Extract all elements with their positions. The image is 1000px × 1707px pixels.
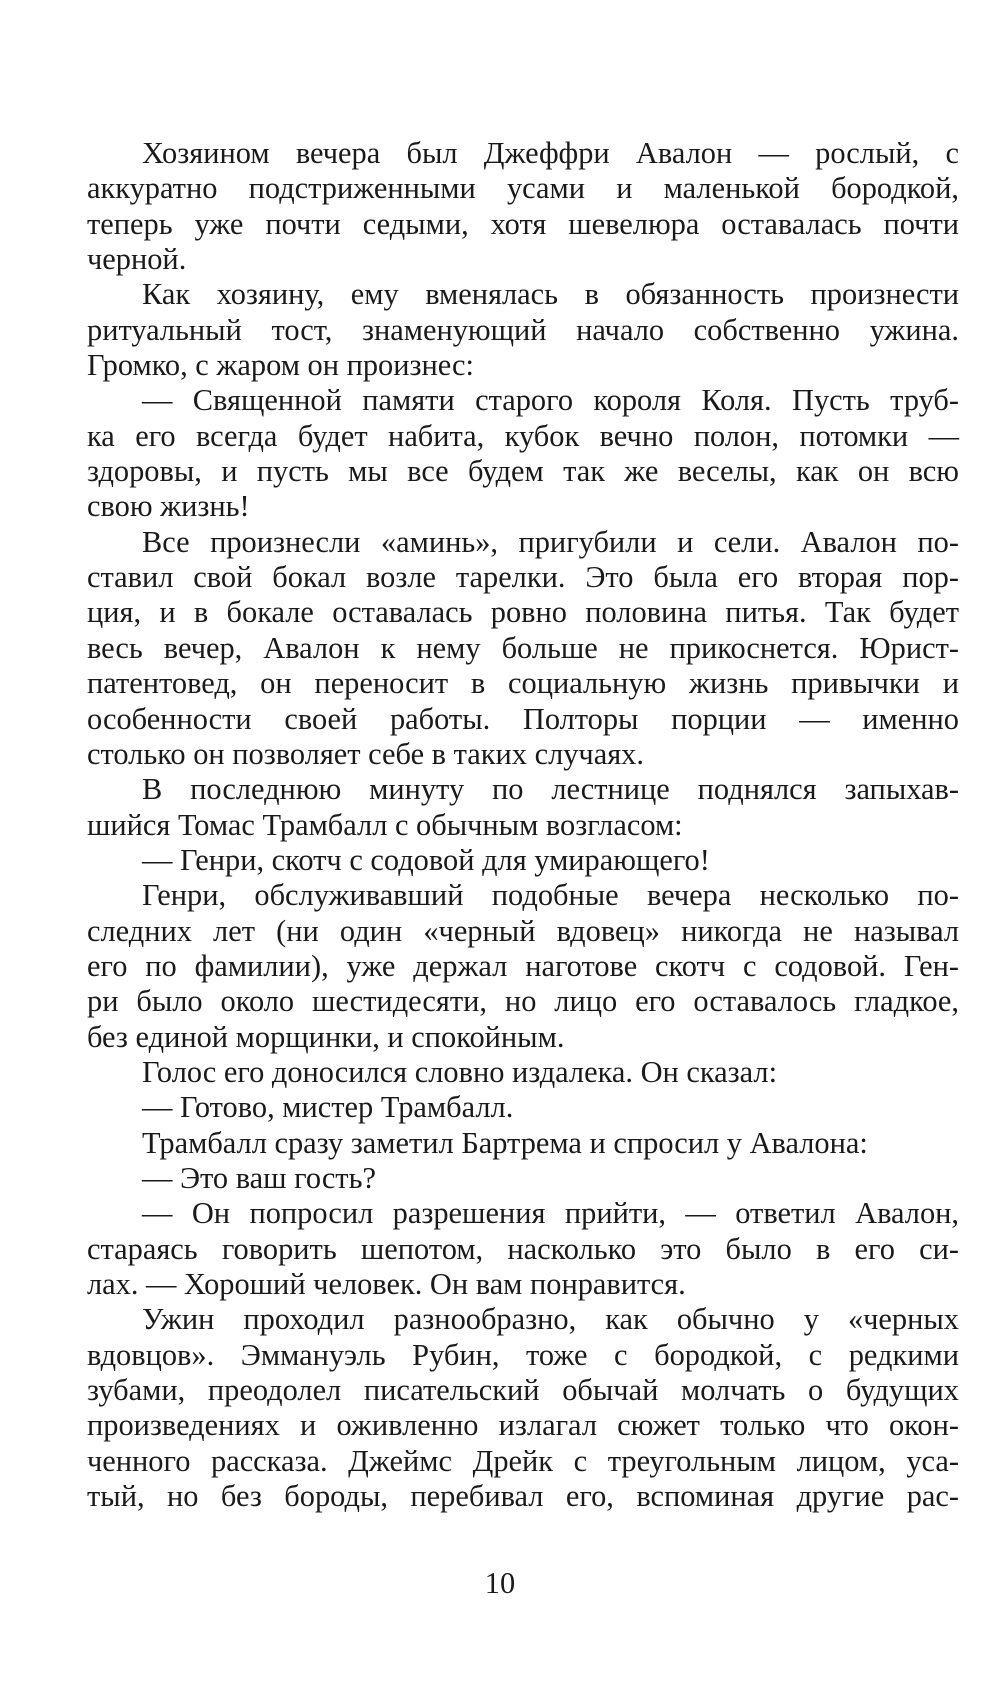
text-line: стараясь говорить шепотом, насколько это было в его си- (87, 1231, 959, 1266)
text-line: аккуратно подстриженными усами и маленькой бородкой, (87, 171, 959, 206)
text-line: без единой морщинки, и спокойным. (87, 1019, 565, 1054)
body-text (87, 136, 959, 1514)
text-line: — Это ваш гость? (142, 1160, 376, 1195)
text-line: шийся Томас Трамбалл с обычным возгласом: (87, 807, 683, 842)
text-line: Генри, обслуживавший подобные вечера несколько по- (142, 878, 959, 913)
text-line: ри было около шестидесяти, но лицо его оставалось гладкое, (87, 984, 959, 1019)
text-line: ченного рассказа. Джеймс Дрейк с треугольным лицом, уса- (87, 1443, 959, 1478)
text-line: свою жизнь! (87, 489, 250, 524)
text-line: Трамбалл сразу заметил Бартрема и спросил у Авалона: (142, 1125, 868, 1160)
text-line: здоровы, и пусть мы все будем так же веселы, как он всю (87, 454, 959, 489)
text-line: вдовцов». Эммануэль Рубин, тоже с бородкой, с редкими (87, 1337, 959, 1372)
text-line: Голос его доносился словно издалека. Он сказал: (142, 1054, 778, 1089)
text-line: ция, и в бокале оставалась ровно половина питья. Так будет (87, 595, 959, 630)
text-line: теперь уже почти седыми, хотя шевелюра оставалась почти (87, 206, 959, 241)
text-line: весь вечер, Авалон к нему больше не прикоснется. Юрист- (87, 630, 959, 665)
text-line: патентовед, он переносит в социальную жизнь привычки и (87, 666, 959, 701)
text-line: ритуальный тост, знаменующий начало собственно ужина. (87, 312, 959, 347)
text-line: особенности своей работы. Полторы порции — именно (87, 701, 959, 736)
text-line: ка его всегда будет набита, кубок вечно полон, потомки — (87, 418, 959, 453)
text-line: столько он позволяет себе в таких случаях. (87, 736, 644, 771)
text-line: — Священной памяти старого короля Коля. Пусть труб- (142, 383, 959, 418)
text-line: В последнюю минуту по лестнице поднялся запыхав- (142, 772, 959, 807)
text-line: Громко, с жаром он произнес: (87, 348, 474, 383)
text-line: черной. (87, 242, 187, 277)
text-line: произведениях и оживленно излагал сюжет только что окон- (87, 1408, 959, 1443)
text-line: Хозяином вечера был Джеффри Авалон — рослый, с (142, 136, 959, 170)
text-line: Ужин проходил разнообразно, как обычно у «черных (142, 1302, 959, 1337)
page-number: 10 (484, 1566, 516, 1600)
text-line: лах. — Хороший человек. Он вам понравится. (87, 1267, 686, 1301)
text-line: тый, но без бороды, перебивал его, вспоминая другие рас- (87, 1479, 959, 1514)
text-line: зубами, преодолел писательский обычай молчать о будущих (87, 1373, 959, 1408)
text-line: следних лет (ни один «черный вдовец» никогда не называл (87, 913, 959, 948)
text-line: Все произнесли «аминь», пригубили и сели. Авалон по- (142, 524, 959, 559)
text-line: Как хозяину, ему вменялась в обязанность произнести (142, 277, 959, 312)
text-line: его по фамилии), уже держал наготове скотч с содовой. Ген- (87, 948, 959, 983)
text-line: — Он попросил разрешения прийти, — ответил Авалон, (142, 1196, 959, 1231)
text-line: — Генри, скотч с содовой для умирающего! (142, 842, 710, 877)
text-line: ставил свой бокал возле тарелки. Это была его вторая пор- (87, 560, 959, 595)
text-line: — Готово, мистер Трамбалл. (142, 1090, 514, 1125)
